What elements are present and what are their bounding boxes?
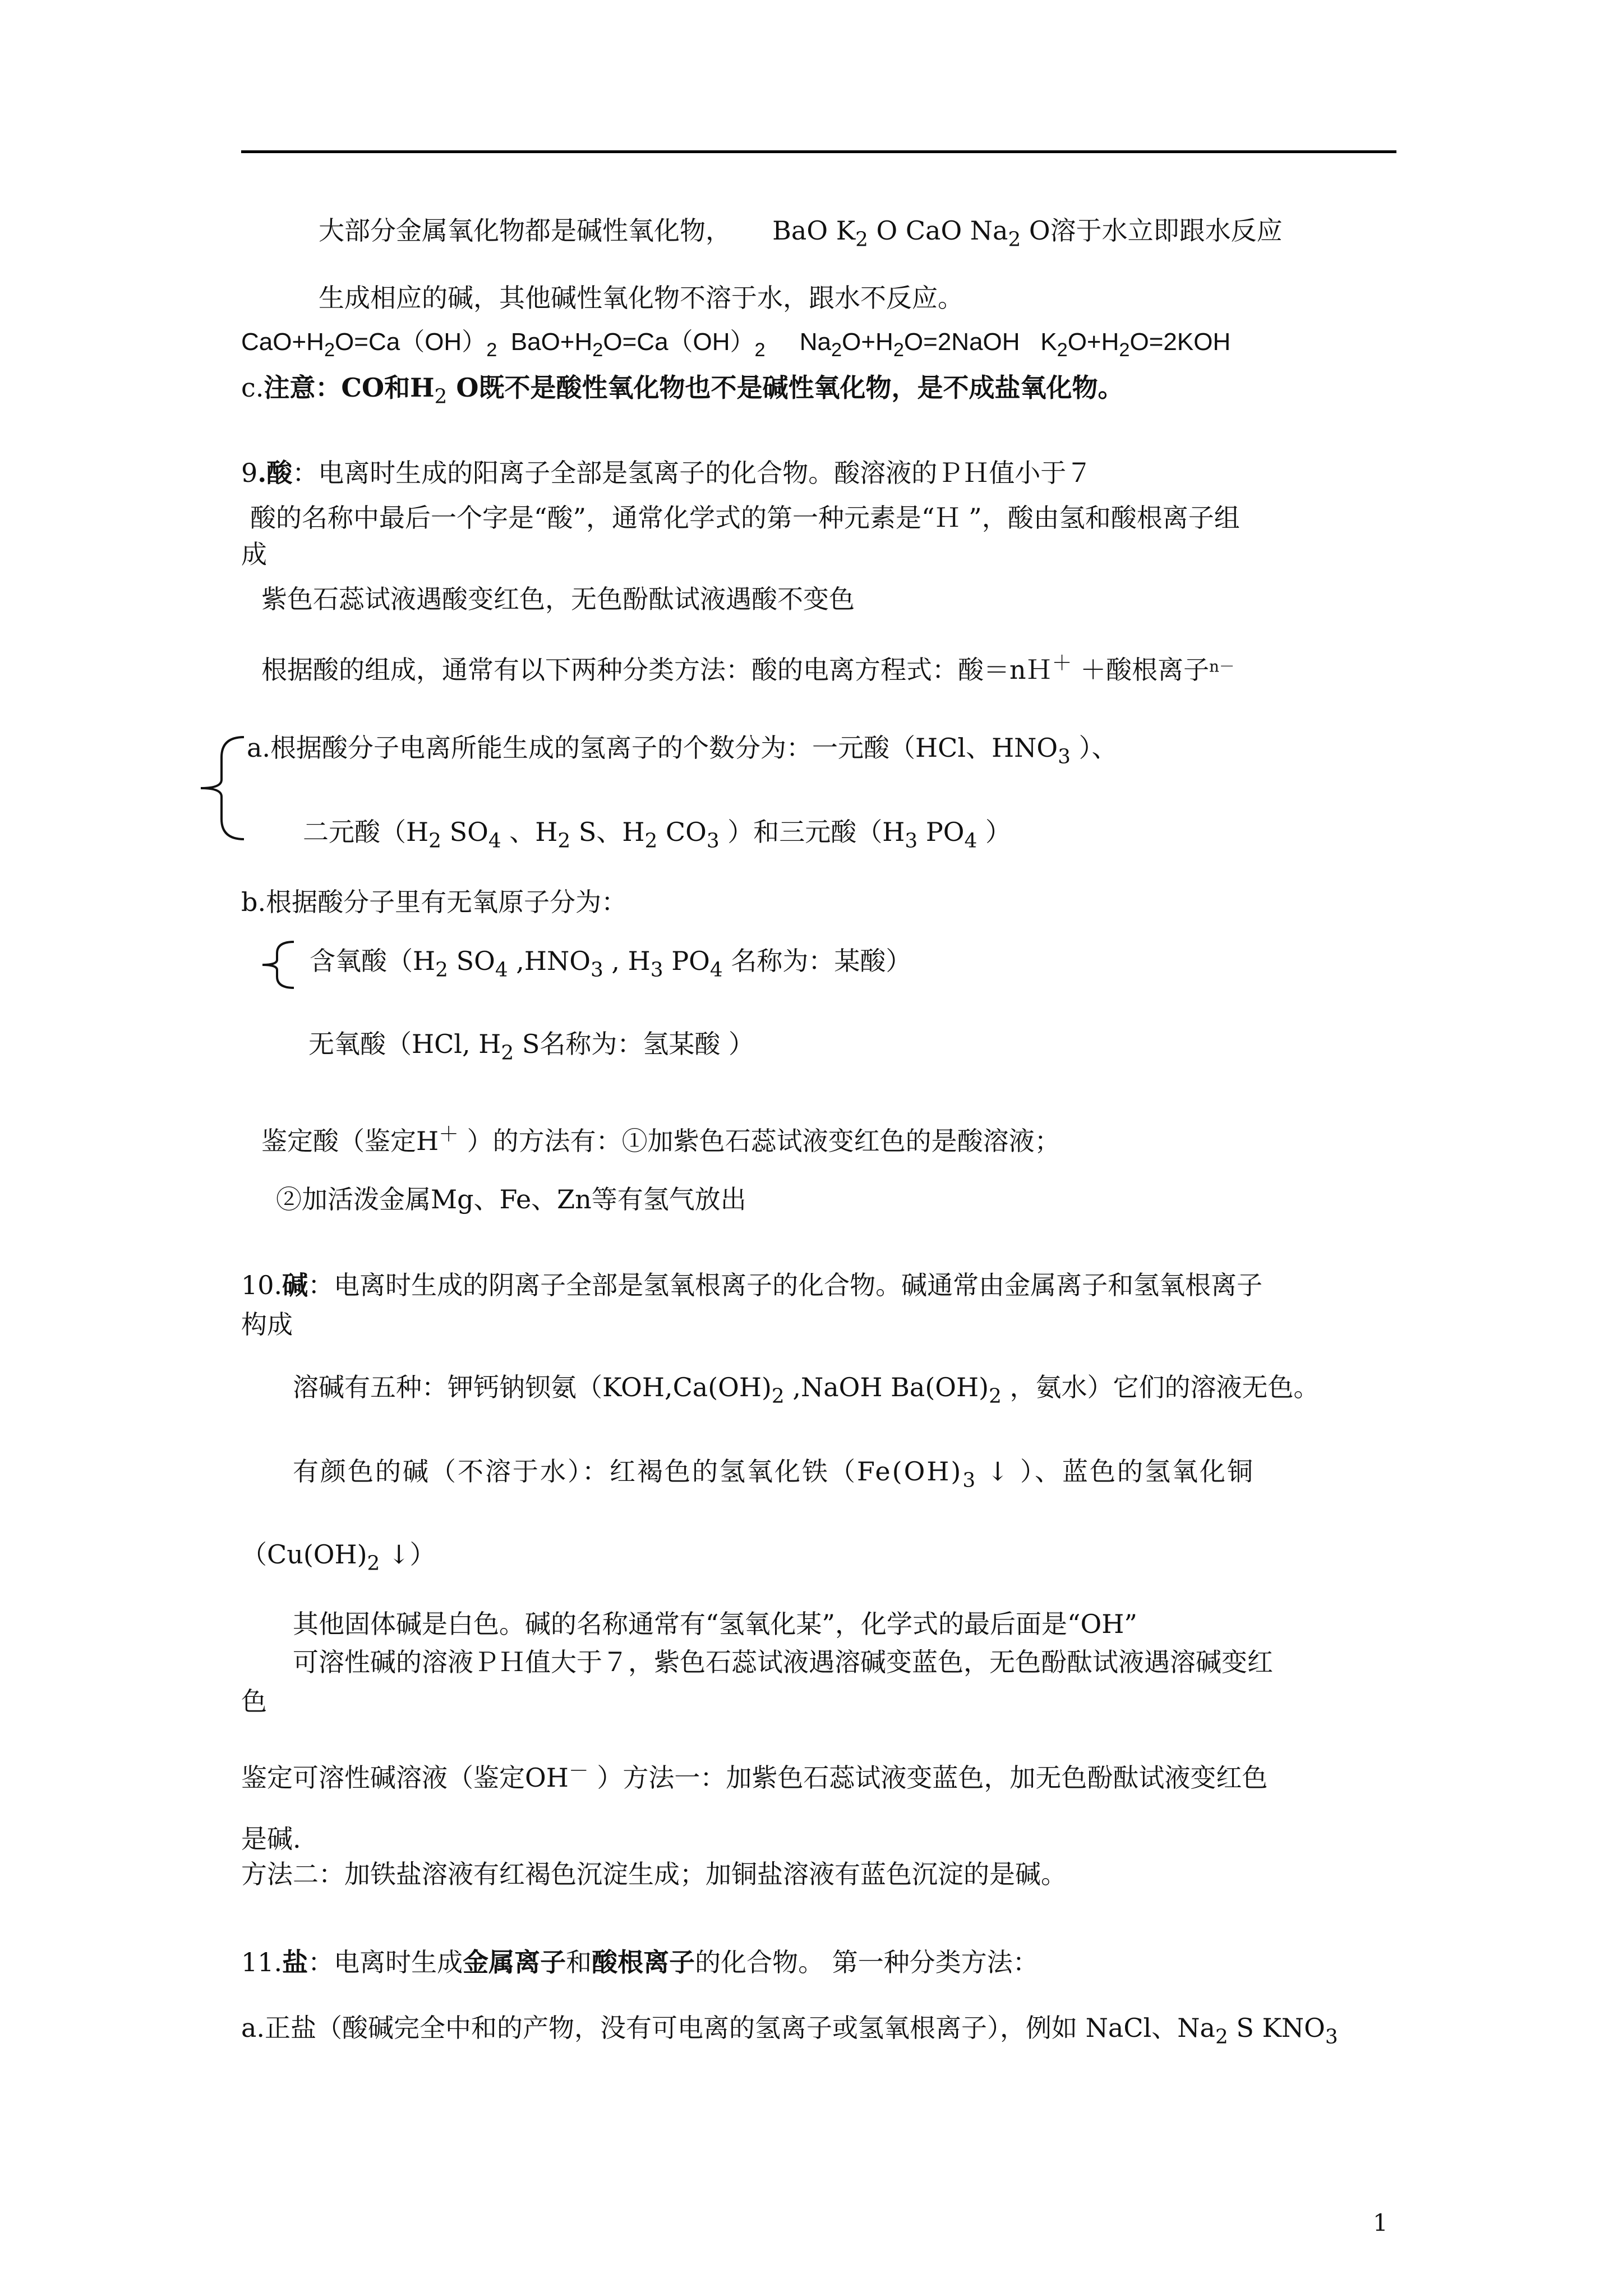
base-def-cont: 构成 [241,1309,293,1340]
acid-class-b: b.根据酸分子里有无氧原子分为： [241,887,628,917]
brace-icon [196,735,247,841]
oxide-line-1: 大部分金属氧化物都是碱性氧化物， BaO $K_2$ O CaO $Na_2$ O溶于水立即跟水反应 [319,215,1283,251]
acid-heading: 9.酸：电离时生成的阳离子全部是氢离子的化合物。酸溶液的ＰＨ值小于７ [241,458,1092,488]
brace-small-icon [259,940,298,990]
oxide-note: c.注意：CO和$H_2$ O既不是酸性氧化物也不是碱性氧化物，是不成盐氧化物。 [241,372,1124,408]
base-colored: 有颜色的碱（不溶于水）：红褐色的氢氧化铁（$Fe(OH)_3$ ↓ ）、蓝色的氢氧化铜 [293,1456,1255,1492]
oxide-line-2: 生成相应的碱，其他碱性氧化物不溶于水，跟水不反应。 [319,283,963,313]
acid-class-a-2: 二元酸（$H_2$ $SO_4$ 、$H_2$ S、$H_2$ $CO_3$ ）和三元酸（$H_3$ $PO_4$ ） [303,817,1011,853]
acid-identify: 鉴定酸（鉴定H＋ ）的方法有：①加紫色石蕊试液变红色的是酸溶液； [261,1123,1061,1157]
acid-name-rule: 酸的名称中最后一个字是“酸”，通常化学式的第一种元素是“Ｈ ”，酸由氢和酸根离子组 [250,503,1240,533]
page-number: 1 [1373,2209,1388,2237]
acid-oxy: 含氧酸（$H_2$ $SO_4$ $,HNO_3$ , $H_3$ $PO_4$ 名称为：某酸） [310,946,912,982]
acid-name-rule-cont: 成 [241,539,267,569]
base-identify-cont: 是碱. [241,1824,301,1854]
acid-classify: 根据酸的组成，通常有以下两种分类方法：酸的电离方程式：酸＝nＨ＋ ＋酸根离子$^{n-}$ [261,652,1235,685]
base-identify: 鉴定可溶性碱溶液（鉴定OH－ ）方法一：加紫色石蕊试液变蓝色，加无色酚酞试液变红色 [241,1760,1268,1793]
base-method-2: 方法二：加铁盐溶液有红褐色沉淀生成；加铜盐溶液有蓝色沉淀的是碱。 [241,1859,1067,1889]
base-soluble: 溶碱有五种：钾钙钠钡氨（$KOH,Ca(OH)_2$ ,NaOH $Ba(OH)_2$ ，氨水）它们的溶液无色。 [293,1372,1320,1408]
acid-class-a: a.根据酸分子电离所能生成的氢离子的个数分为：一元酸（HCl、$HNO_3$ ）、 [247,733,1118,769]
base-ph: 可溶性碱的溶液ＰＨ值大于７，紫色石蕊试液遇溶碱变蓝色，无色酚酞试液遇溶碱变红 [293,1647,1273,1677]
acid-identify-2: ②加活泼金属Mg、Fe、Zn等有氢气放出 [276,1184,746,1214]
salt-heading: 11.盐：电离时生成金属离子和酸根离子的化合物。 第一种分类方法： [241,1947,1039,1977]
base-colored-2: （$Cu(OH)_2$ ↓） [241,1539,436,1575]
header-rule [241,150,1396,153]
oxide-equations: $CaO+H_2O=Ca(OH)_2$ $BaO+H_2O=Ca(OH)_2$ $Na_2O+H_2O=2NaOH$ $K_2O+H_2O=2KOH$ [241,328,1231,361]
acid-nonoxy: 无氧酸（HCl, $H_2$ S名称为：氢某酸 ） [308,1029,754,1065]
base-other: 其他固体碱是白色。碱的名称通常有“氢氧化某”，化学式的最后面是“OH” [293,1609,1137,1639]
salt-class-a: a.正盐（酸碱完全中和的产物，没有可电离的氢离子或氢氧根离子），例如 NaCl、$Na_2$ S $KNO_3$ [241,2013,1338,2049]
acid-litmus: 紫色石蕊试液遇酸变红色，无色酚酞试液遇酸不变色 [261,584,855,614]
base-heading: 10.碱：电离时生成的阴离子全部是氢氧根离子的化合物。碱通常由金属离子和氢氧根离子 [241,1270,1263,1300]
base-ph-cont: 色 [241,1686,267,1717]
